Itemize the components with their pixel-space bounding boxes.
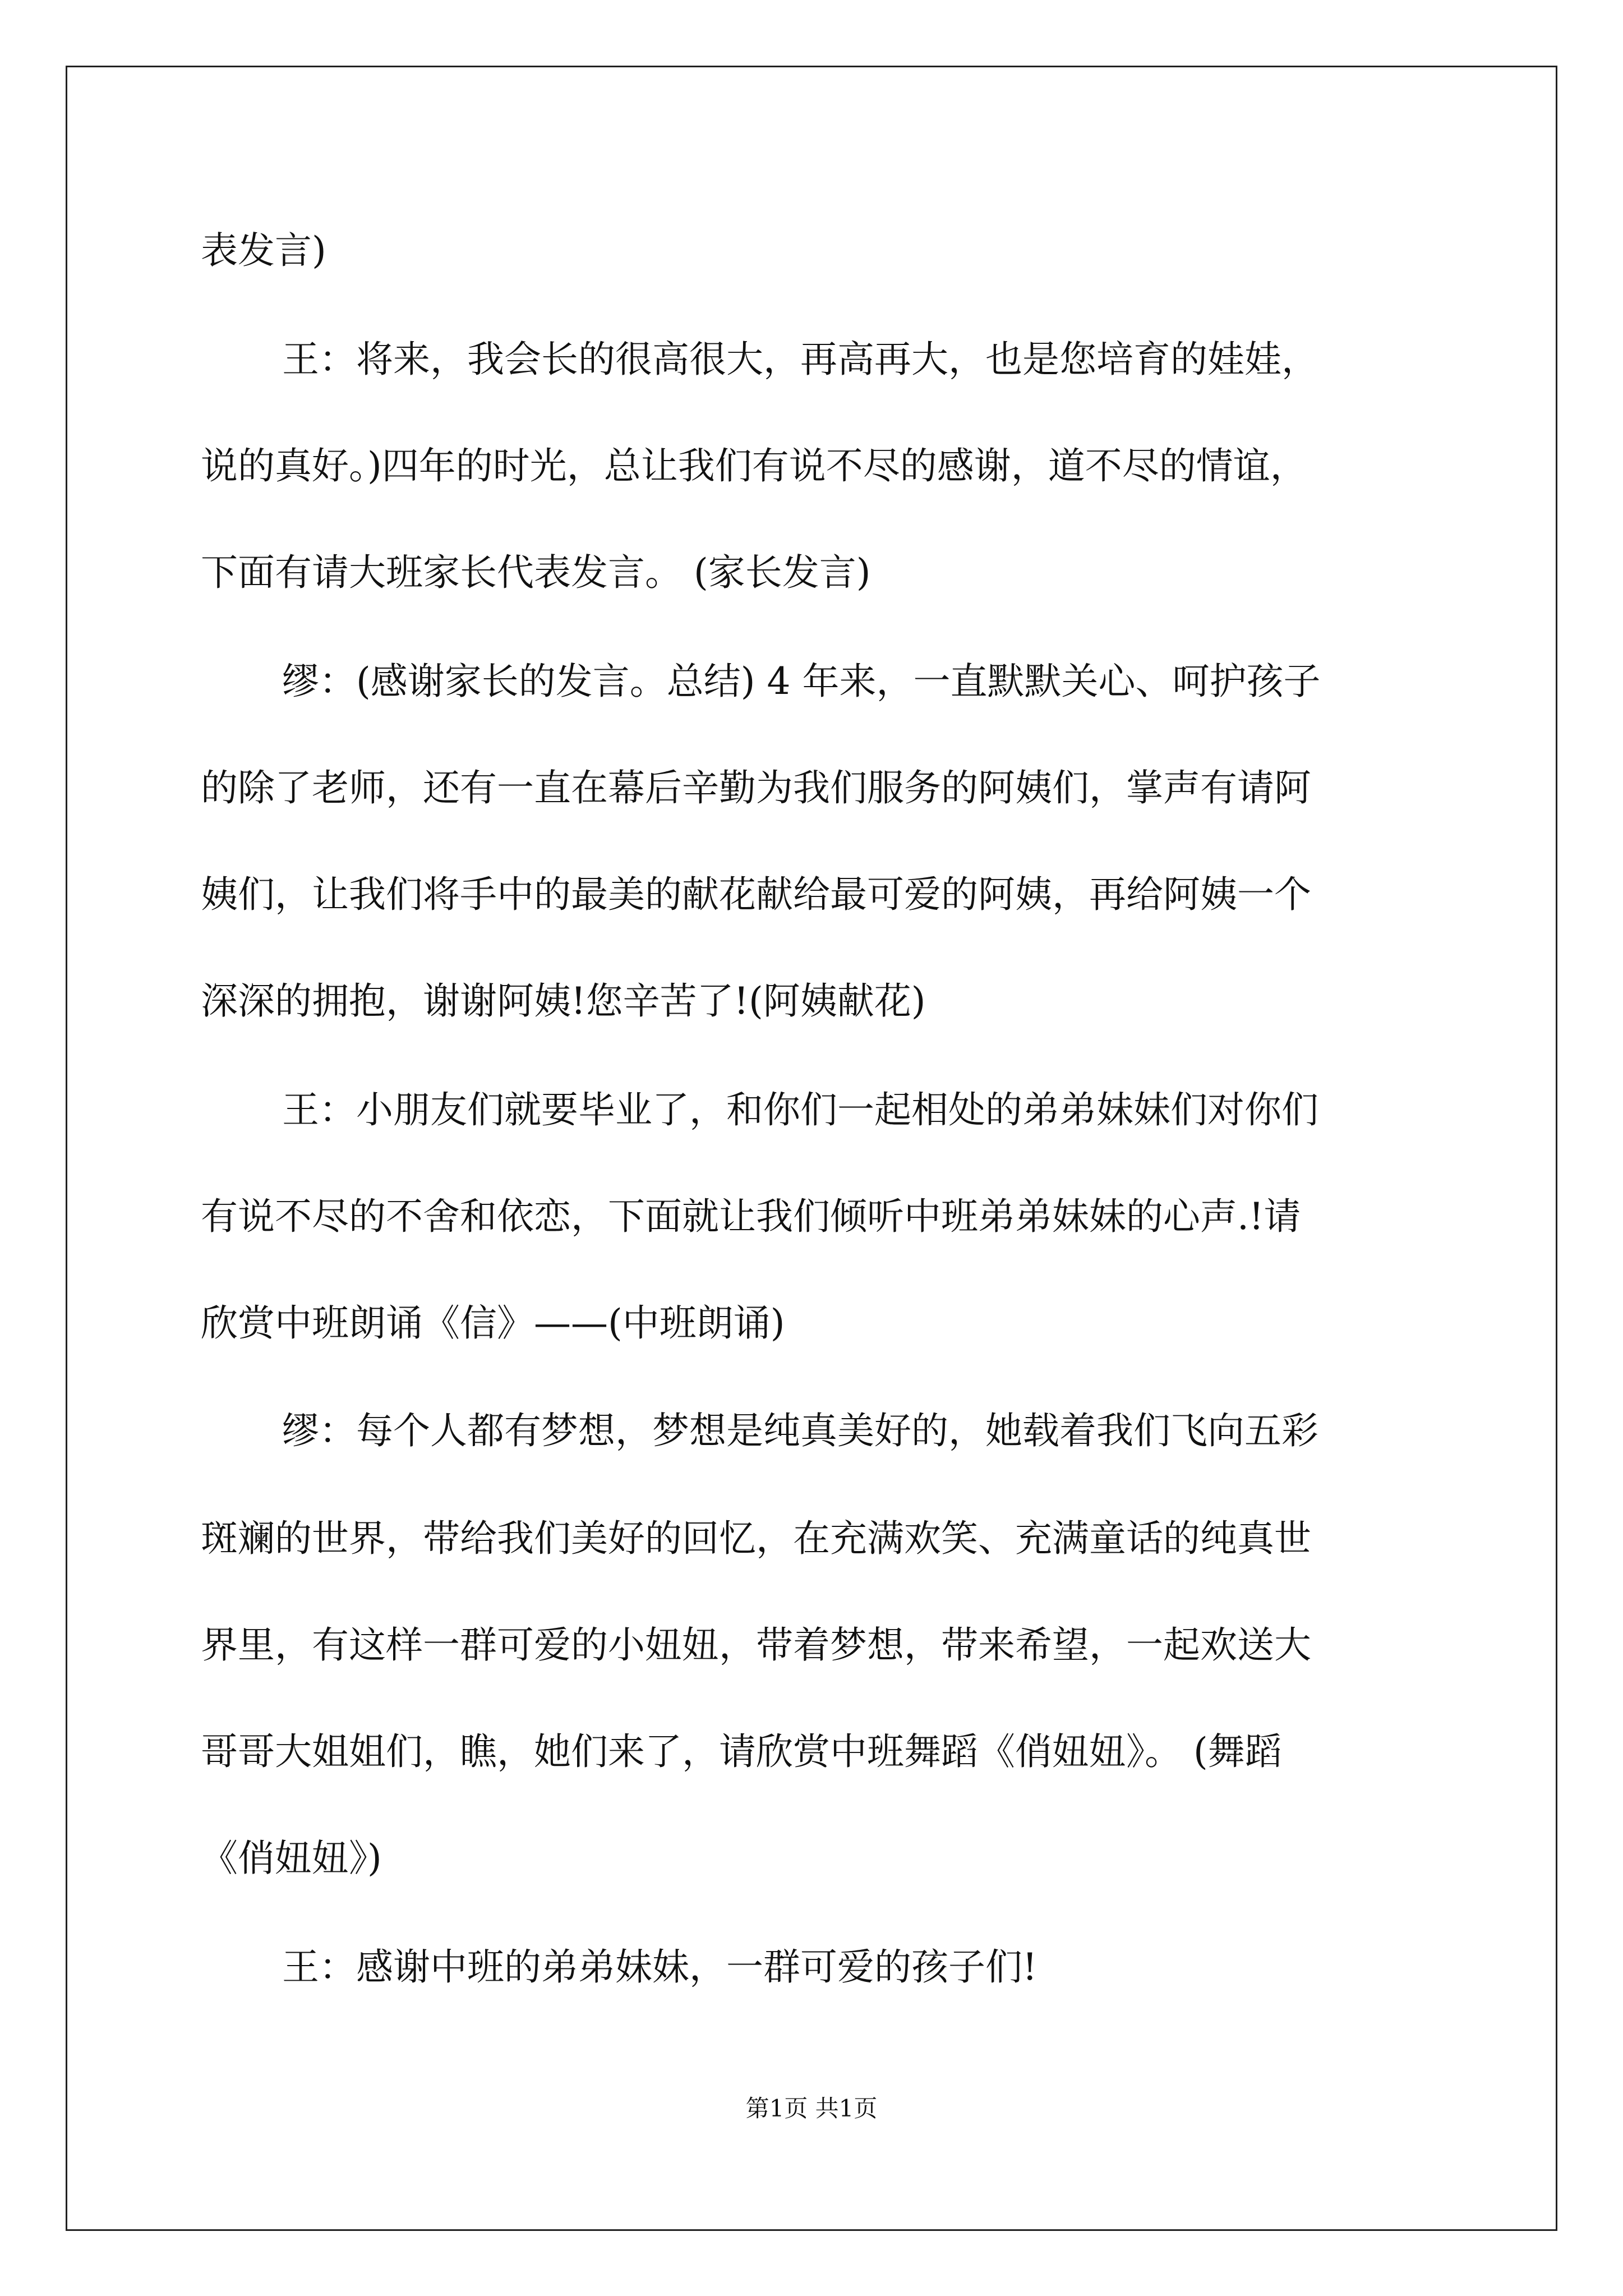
text-line: 的除了老师，还有一直在幕后辛勤为我们服务的阿姨们，掌声有请阿 <box>201 766 1311 809</box>
text-line: 斑斓的世界，带给我们美好的回忆，在充满欢笑、充满童话的纯真世 <box>201 1517 1311 1560</box>
text-line: 深深的拥抱，谢谢阿姨!您辛苦了!(阿姨献花) <box>201 979 926 1023</box>
page-footer: 第1页 共1页 <box>745 2095 878 2122</box>
text-line: 缪：(感谢家长的发言。总结) 4 年来，一直默默关心、呵护孩子 <box>282 660 1321 703</box>
text-line: 姨们，让我们将手中的最美的献花献给最可爱的阿姨，再给阿姨一个 <box>201 873 1311 916</box>
text-line: 欣赏中班朗诵《信》——(中班朗诵) <box>201 1301 785 1345</box>
text-line: 表发言) <box>201 229 326 272</box>
text-line: 王：将来，我会长的很高很大，再高再大，也是您培育的娃娃， <box>282 338 1318 381</box>
text-line: 界里，有这样一群可爱的小妞妞，带着梦想，带来希望，一起欢送大 <box>201 1623 1311 1667</box>
text-line: 王：小朋友们就要毕业了，和你们一起相处的弟弟妹妹们对你们 <box>282 1088 1318 1131</box>
page-border <box>66 66 1557 2231</box>
text-line: 哥哥大姐姐们，瞧，她们来了，请欣赏中班舞蹈《俏妞妞》。 (舞蹈 <box>201 1730 1282 1773</box>
text-line: 说的真好。)四年的时光，总让我们有说不尽的感谢，道不尽的情谊， <box>201 444 1307 487</box>
text-line: 下面有请大班家长代表发言。 (家长发言) <box>201 551 871 594</box>
text-line: 《俏妞妞》) <box>201 1837 382 1880</box>
text-line: 王：感谢中班的弟弟妹妹，一群可爱的孩子们! <box>282 1945 1038 1989</box>
text-line: 缪：每个人都有梦想，梦想是纯真美好的，她载着我们飞向五彩 <box>282 1409 1318 1452</box>
text-line: 有说不尽的不舍和依恋，下面就让我们倾听中班弟弟妹妹的心声.!请 <box>201 1195 1301 1238</box>
